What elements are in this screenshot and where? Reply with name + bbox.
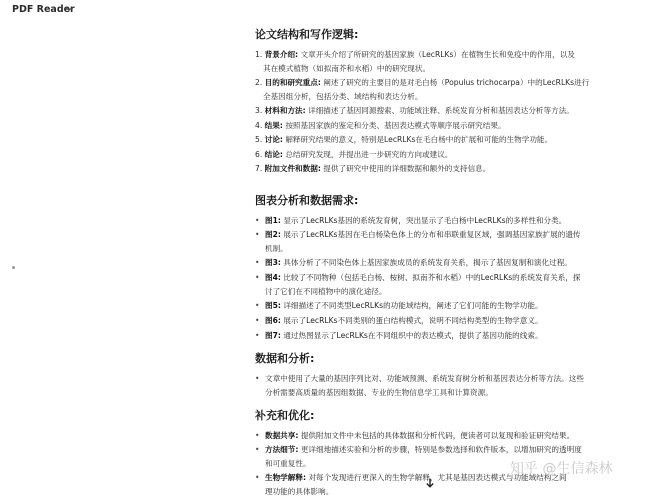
heading-structure: 论文结构和写作逻辑: <box>255 28 359 41</box>
heading-figures: 图表分析和数据需求: <box>255 194 359 207</box>
list-item-goal-cont: 全基因组分析，包括分类、域结构和表达分析。 <box>263 91 423 101</box>
list-item-background: 1. 背景介绍: 文章开头介绍了所研究的基因家族（LecRLKs）在植物生长和免疫中的作用，以及 <box>255 50 575 59</box>
list-item-background-cont: 其在模式植物（如拟南芥和水稻）中的研究现状。 <box>263 63 431 73</box>
heading-supplement: 补充和优化: <box>255 409 315 422</box>
app-title[interactable]: PDF Reader <box>12 4 75 15</box>
list-item-goal: 2. 目的和研究重点: 阐述了研究的主要目的是对毛白杨（Populus trichocarpa）中的LecRLKs进行 <box>255 78 590 87</box>
list-item-results: 4. 结果: 按照基因家族的鉴定和分类、基因表达模式等顺序展示研究结果。 <box>255 120 506 130</box>
list-item-conclusion: 6. 结论: 总结研究发现，并提出进一步研究的方向或建议。 <box>255 149 453 159</box>
supplement-item-methods-cont: 和可重复性。 <box>265 458 311 468</box>
figure-item-4-cont: 讨了它们在不同植物中的演化途径。 <box>265 286 387 296</box>
heading-data-analysis: 数据和分析: <box>255 352 315 365</box>
figure-item-2-cont: 机制。 <box>265 243 288 253</box>
chevron-down-icon[interactable] <box>65 5 73 13</box>
analysis-item-cont: 分析需要高质量的基因组数据、专业的生物信息学工具和计算资源。 <box>265 387 493 397</box>
scroll-down-arrow-icon[interactable] <box>424 477 436 489</box>
list-item-supplementary: 7. 附加文件和数据: 提供了研究中使用的详细数据和额外的支持信息。 <box>255 164 491 173</box>
sidebar-handle[interactable] <box>12 266 15 269</box>
watermark: 知乎 @生信森林 <box>510 461 613 477</box>
list-item-discussion: 5. 讨论: 解释研究结果的意义，特别是LecRLKs在毛白杨中的扩展和可能的生物学功能。 <box>255 135 553 144</box>
top-bar <box>0 0 661 22</box>
supplement-item-biology-cont: 理功能的具体影响。 <box>265 486 334 496</box>
list-item-methods: 3. 材料和方法: 详细描述了基因同源搜索、功能域注释、系统发育分析和基因表达分析等方法。 <box>255 106 574 115</box>
